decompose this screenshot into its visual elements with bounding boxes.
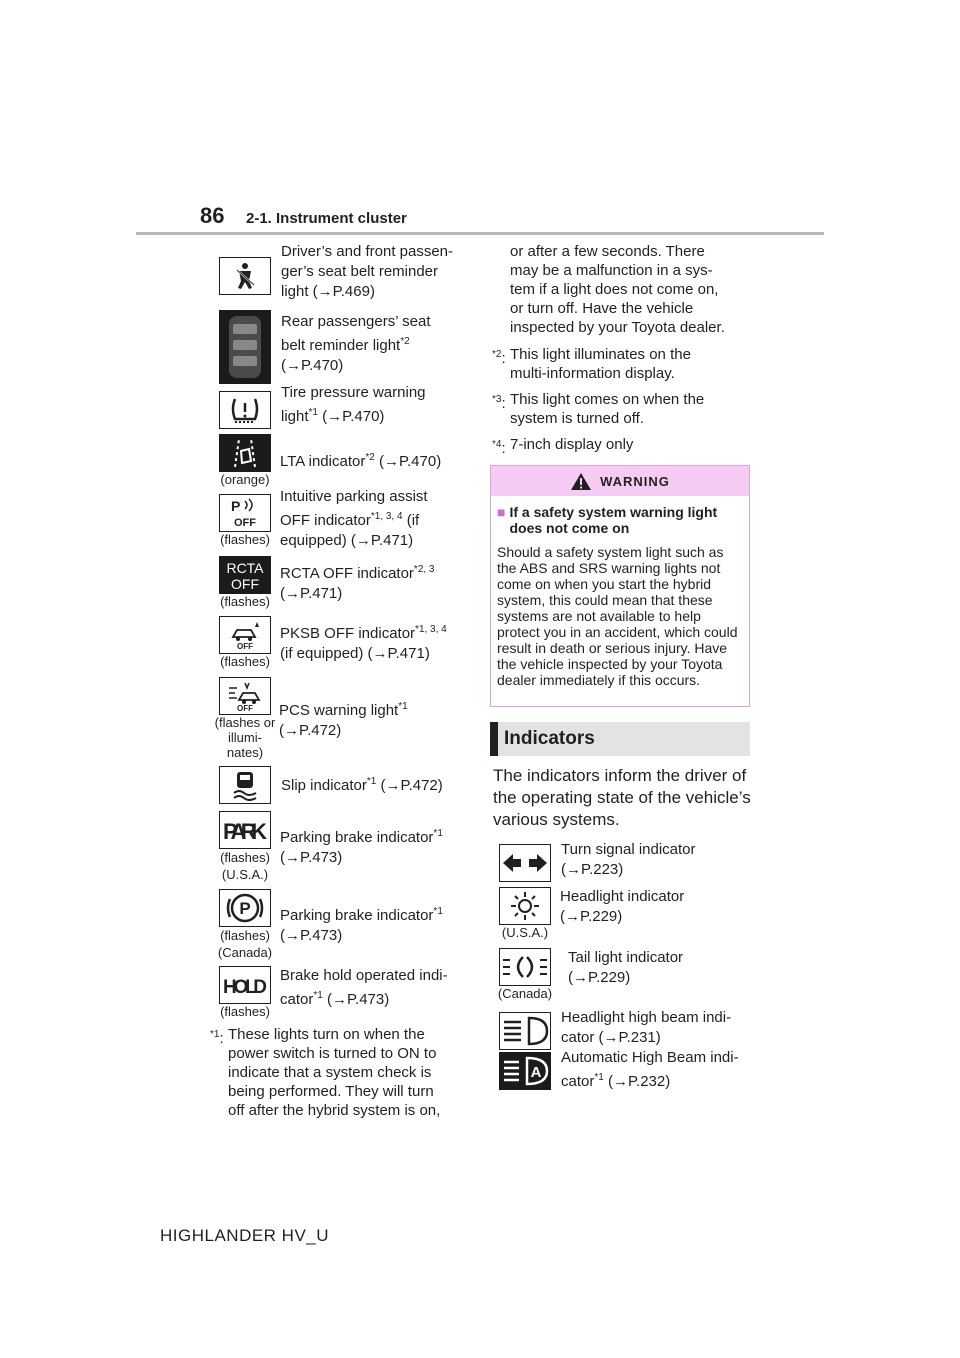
warning-title: WARNING [600,473,670,489]
indicator-row-tail-light [490,948,753,1001]
indicator-row-seatbelt-front [217,242,466,302]
slip-indicator-icon [219,766,271,804]
indicator-row-auto-high-beam [497,1048,751,1092]
indicator-row-hold [212,966,470,1019]
footnote-3 [492,390,752,430]
seatbelt-icon [219,257,271,295]
warning-subtitle [497,504,743,536]
rcta-label: RCTA [226,560,264,576]
footnote-text: This light illuminates on the multi-information display. [510,346,691,382]
off-label: OFF [231,576,259,592]
indicator-note: (flashes) [220,594,270,609]
indicator-desc: Parking brake indicator$^{*1}$ (→P.473) [280,828,443,866]
brake-hold-icon [219,966,271,1004]
footnote-text: This light comes on when the system is turned off. [510,391,705,427]
square-bullet-icon: ■ [497,504,506,520]
footnote-1-continued: or after a few seconds. There may be a malfunction in a sys- tem if a light does not come on, or turn off. Have the vehicle inspected by your Toyota dealer. [510,243,725,336]
indicator-desc: Turn signal indicator (→P.223) [561,841,696,878]
park-brake-usa-icon [219,811,271,849]
footnote-marker: $^{*3}$: [492,394,506,412]
indicator-desc: RCTA OFF indicator$^{*2, 3}$ (→P.471) [280,564,435,602]
hold-label: HOLD [223,977,267,998]
park-label: PARK [223,819,267,844]
indicator-desc: Headlight indicator (→P.229) [560,888,685,925]
indicator-row-pksb [212,616,470,669]
warning-header [491,466,749,496]
footnote-2 [492,345,752,385]
indicator-desc: PCS warning light$^{*1}$ (→P.472) [279,701,408,739]
indicator-note: (flashes) [220,532,270,547]
indicators-intro: The indicators inform the driver of the operating state of the vehicle’s various systems. [493,766,751,829]
indicator-row-lta [212,434,465,487]
footnote-text: 7-inch display only [510,436,634,453]
svg-text:A: A [530,1064,542,1081]
indicator-note: (Canada) [497,986,553,1001]
off-label: OFF [237,642,253,651]
indicator-desc: Slip indicator$^{*1}$ (→P.472) [281,776,443,794]
indicator-desc: Rear passengers’ seat belt reminder light$^{*2}$ (→P.470) [281,313,431,374]
indicator-desc: Intuitive parking assist OFF indicator$^{*1, 3, 4}$ (if equipped) (→P.471) [280,488,428,549]
indicator-note: (U.S.A.) [501,925,549,940]
indicator-desc: PKSB OFF indicator$^{*1, 3, 4}$ (if equipped) (→P.471) [280,624,447,662]
svg-text:P: P [239,899,251,918]
page-number: 86 [200,203,225,228]
warning-subtitle-text: If a safety system warning light does not come on [509,504,718,536]
indicator-desc: Automatic High Beam indi- cator$^{*1}$ (→P.232) [561,1049,739,1090]
footer-model: HIGHLANDER HV_U [160,1226,330,1245]
off-label: OFF [234,517,256,529]
indicator-row-high-beam [497,1008,746,1050]
warning-triangle-icon [570,472,592,491]
indicator-note: (flashes) [220,654,270,669]
indicator-row-park-usa [212,811,470,883]
warning-body: Should a safety system light such as the ABS and SRS warning lights not come on when you start the hybrid system, this could mean that these systems are not available to help protect you in an accident, which could result in death or serious injury. Have the vehicle inspected by your Toyota dealer immediately if this occurs. [497,544,738,688]
pksb-off-icon [219,616,271,654]
indicator-row-headlight [492,887,745,940]
indicator-note: (flashes) [220,1004,270,1019]
footnote-1 [210,1025,470,1125]
indicator-desc: Headlight high beam indi- cator (→P.231) [561,1009,732,1046]
rear-seatbelt-icon [219,310,271,384]
tire-pressure-icon [219,391,271,429]
indicator-row-turn-signal [497,840,746,882]
headlight-indicator-icon [499,887,551,925]
footnote-text: These lights turn on when the power switch is turned to ON to indicate that a system check is being performed. They will turn off after the hybrid system is on, [228,1026,441,1119]
tail-light-indicator-icon [499,948,551,986]
lta-icon [219,434,271,472]
indicators-heading: Indicators [490,722,750,756]
footnote-marker: $^{*1}$: [210,1029,224,1047]
pcs-warning-icon [219,677,271,715]
indicator-row-pcs [207,677,464,760]
turn-signal-icon [499,844,551,882]
indicator-note: (orange) [220,472,270,487]
indicator-desc: LTA indicator$^{*2}$ (→P.470) [280,452,442,470]
indicator-row-park-canada [212,889,470,961]
indicator-row-slip [217,766,471,804]
indicator-desc: Tail light indicator (→P.229) [568,949,684,986]
indicator-row-rcta [212,556,465,609]
svg-text:P: P [231,498,241,514]
parking-assist-off-icon [219,494,271,532]
indicator-row-seatbelt-rear [217,310,466,384]
footnote-marker: $^{*4}$: [492,439,506,457]
indicator-row-parking-assist [212,487,465,551]
indicator-note: (flashes or illumi- nates) [214,715,276,760]
off-label: OFF [237,704,253,712]
footnote-marker: $^{*2}$: [492,349,506,367]
indicator-desc: Parking brake indicator$^{*1}$ (→P.473) [280,906,443,944]
indicator-desc: Driver’s and front passen- ger’s seat belt reminder light (→P.469) [281,243,454,300]
indicator-row-tire-pressure [217,383,466,429]
indicator-note: (flashes) (Canada) [217,928,273,960]
header-rule [136,232,824,235]
high-beam-icon [499,1012,551,1050]
indicator-note: (flashes) (U.S.A.) [220,850,270,882]
auto-high-beam-icon [499,1052,551,1090]
warning-box [490,465,750,707]
indicator-desc: Brake hold operated indi- cator$^{*1}$ (→P.473) [280,967,448,1008]
park-brake-canada-icon [219,889,271,927]
footnote-4 [492,435,752,455]
rcta-off-icon [219,556,271,594]
indicator-desc: Tire pressure warning light$^{*1}$ (→P.470) [281,384,426,425]
section-title: 2-1. Instrument cluster [246,210,407,227]
